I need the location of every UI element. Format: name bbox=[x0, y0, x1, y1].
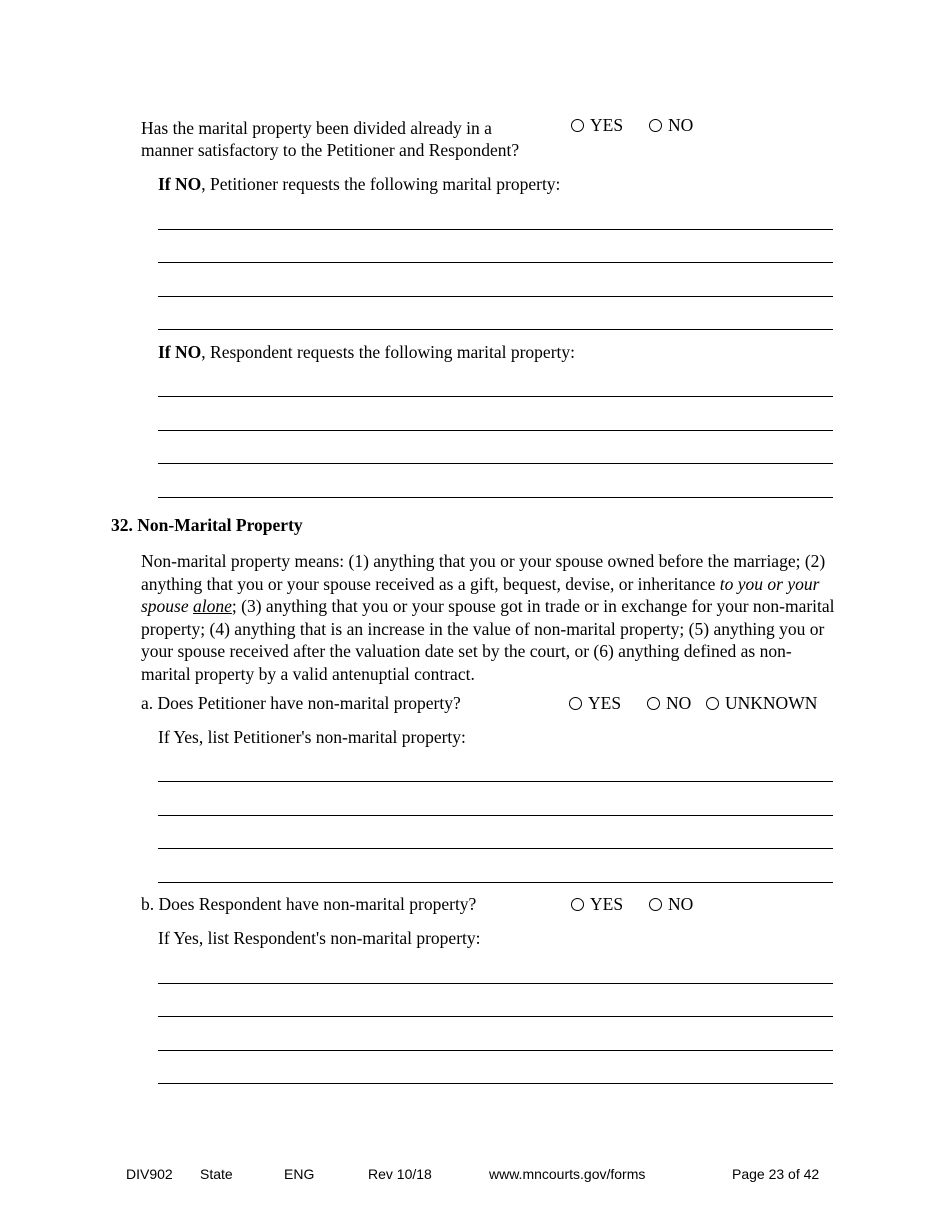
respondent-request-line-4[interactable] bbox=[158, 497, 833, 498]
q32a-yes-radio[interactable]: YES bbox=[569, 692, 621, 714]
footer-revision: Rev 10/18 bbox=[368, 1166, 432, 1182]
petitioner-nonmarital-line-2[interactable] bbox=[158, 815, 833, 816]
footer-jurisdiction: State bbox=[200, 1166, 233, 1182]
q31-yes-radio[interactable]: YES bbox=[571, 114, 623, 136]
q32a-question: a. Does Petitioner have non-marital property? bbox=[141, 693, 461, 713]
q32b-list-label: If Yes, list Respondent's non-marital property: bbox=[158, 928, 481, 948]
footer-page-number: Page 23 of 42 bbox=[732, 1166, 820, 1182]
petitioner-nonmarital-line-4[interactable] bbox=[158, 882, 833, 883]
respondent-nonmarital-line-1[interactable] bbox=[158, 983, 833, 984]
respondent-nonmarital-line-3[interactable] bbox=[158, 1050, 833, 1051]
section-32-heading: 32. Non-Marital Property bbox=[111, 515, 303, 535]
radio-circle-icon bbox=[571, 898, 584, 911]
non-marital-definition: Non-marital property means: (1) anything that you or your spouse owned before the marriage; (2) anything that you or your spouse received as a gift, bequest, devise, or inheritance to you or your spouse alone; (3) anything that you or your spouse got in trade or in exchange for your non-marital property; (4) anything that is an increase in the value of non-marital property; (5) anything you or your spouse received after the valuation date set by the court, or (6) anything defined as non-marital property by a valid antenuptial contract. bbox=[141, 551, 835, 684]
radio-circle-icon bbox=[649, 898, 662, 911]
radio-circle-icon bbox=[647, 697, 660, 710]
petitioner-request-line-3[interactable] bbox=[158, 296, 833, 297]
petitioner-request-line-2[interactable] bbox=[158, 262, 833, 263]
q31-no-radio[interactable]: NO bbox=[649, 114, 693, 136]
radio-circle-icon bbox=[571, 119, 584, 132]
q32a-list-label: If Yes, list Petitioner's non-marital property: bbox=[158, 727, 466, 747]
petitioner-request-label: If NO, Petitioner requests the following marital property: bbox=[158, 174, 561, 194]
respondent-request-line-2[interactable] bbox=[158, 430, 833, 431]
radio-circle-icon bbox=[569, 697, 582, 710]
petitioner-nonmarital-line-3[interactable] bbox=[158, 848, 833, 849]
footer-form-code: DIV902 bbox=[126, 1166, 173, 1182]
q31-question-line1: Has the marital property been divided already in a bbox=[141, 118, 492, 138]
radio-circle-icon bbox=[649, 119, 662, 132]
q32b-yes-radio[interactable]: YES bbox=[571, 893, 623, 915]
footer-language: ENG bbox=[284, 1166, 315, 1182]
respondent-nonmarital-line-2[interactable] bbox=[158, 1016, 833, 1017]
petitioner-request-line-4[interactable] bbox=[158, 329, 833, 330]
respondent-nonmarital-line-4[interactable] bbox=[158, 1083, 833, 1084]
q32a-no-radio[interactable]: NO bbox=[647, 692, 691, 714]
respondent-request-line-1[interactable] bbox=[158, 396, 833, 397]
q32a-unknown-radio[interactable]: UNKNOWN bbox=[706, 692, 817, 714]
radio-circle-icon bbox=[706, 697, 719, 710]
petitioner-nonmarital-line-1[interactable] bbox=[158, 781, 833, 782]
petitioner-request-line-1[interactable] bbox=[158, 229, 833, 230]
footer-website[interactable]: www.mncourts.gov/forms bbox=[489, 1166, 646, 1182]
respondent-request-line-3[interactable] bbox=[158, 463, 833, 464]
q31-question-line2: manner satisfactory to the Petitioner and Respondent? bbox=[141, 140, 520, 160]
q32b-no-radio[interactable]: NO bbox=[649, 893, 693, 915]
q32b-question: b. Does Respondent have non-marital property? bbox=[141, 894, 477, 914]
respondent-request-label: If NO, Respondent requests the following marital property: bbox=[158, 342, 576, 362]
